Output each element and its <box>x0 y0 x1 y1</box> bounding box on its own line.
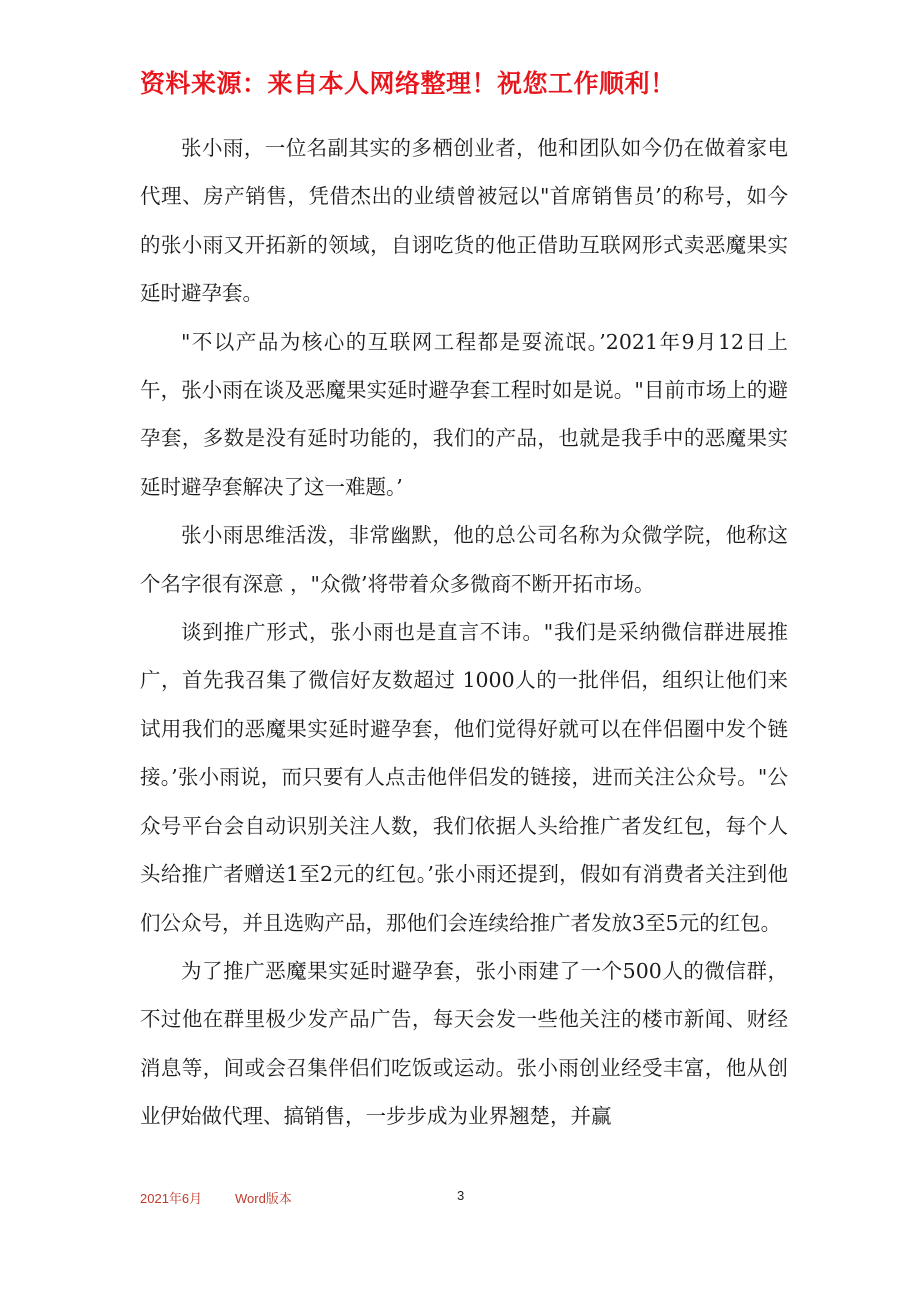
page-number: 3 <box>457 1188 465 1203</box>
footer-version-label: Word版本 <box>235 1191 292 1206</box>
paragraph-4: 谈到推广形式，张小雨也是直言不讳。"我们是采纳微信群进展推广，首先我召集了微信好友数超过 1000人的一批伴侣，组织让他们来试用我们的恶魔果实延时避孕套，他们觉得好就可以在伴侣圈中发个链接。’张小雨说，而只要有人点击他伴侣发的链接，进而关注公众号。"公众号平台会自动识别关注人数，我们依据人头给推广者发红包，每个人头给推广者赠送1至2元的红包。’张小雨还提到，假如有消费者关注到他们公众号，并且选购产品，那他们会连续给推广者发放3至5元的红包。 <box>140 620 788 935</box>
paragraph-3: 张小雨思维活泼，非常幽默，他的总公司名称为众微学院，他称这个名字很有深意 ，"众微’将带着众多微商不断开拓市场。 <box>140 523 788 596</box>
page-footer <box>140 1188 780 1208</box>
paragraph-2: "不以产品为核心的互联网工程都是耍流氓。’2021年9月12日上午，张小雨在谈及恶魔果实延时避孕套工程时如是说。"目前市场上的避孕套，多数是没有延时功能的，我们的产品，也就是我手中的恶魔果实延时避孕套解决了这一难题。’ <box>140 329 788 499</box>
footer-date: 2021年6月 <box>140 1191 203 1206</box>
paragraph-5: 为了推广恶魔果实延时避孕套，张小雨建了一个500人的微信群，不过他在群里极少发产品广告，每天会发一些他关注的楼市新闻、财经消息等，间或会召集伴侣们吃饭或运动。张小雨创业经受丰富，他从创业伊始做代理、搞销售，一步步成为业界翘楚，并赢 <box>140 958 788 1129</box>
paragraph-1: 张小雨，一位名副其实的多栖创业者，他和团队如今仍在做着家电代理、房产销售，凭借杰出的业绩曾被冠以"首席销售员’的称号，如今的张小雨又开拓新的领域，自诩吃货的他正借助互联网形式卖恶魔果实延时避孕套。 <box>140 136 788 306</box>
source-banner-title: 资料来源：来自本人网络整理！祝您工作顺利！ <box>140 69 676 98</box>
article-body <box>140 124 788 1189</box>
